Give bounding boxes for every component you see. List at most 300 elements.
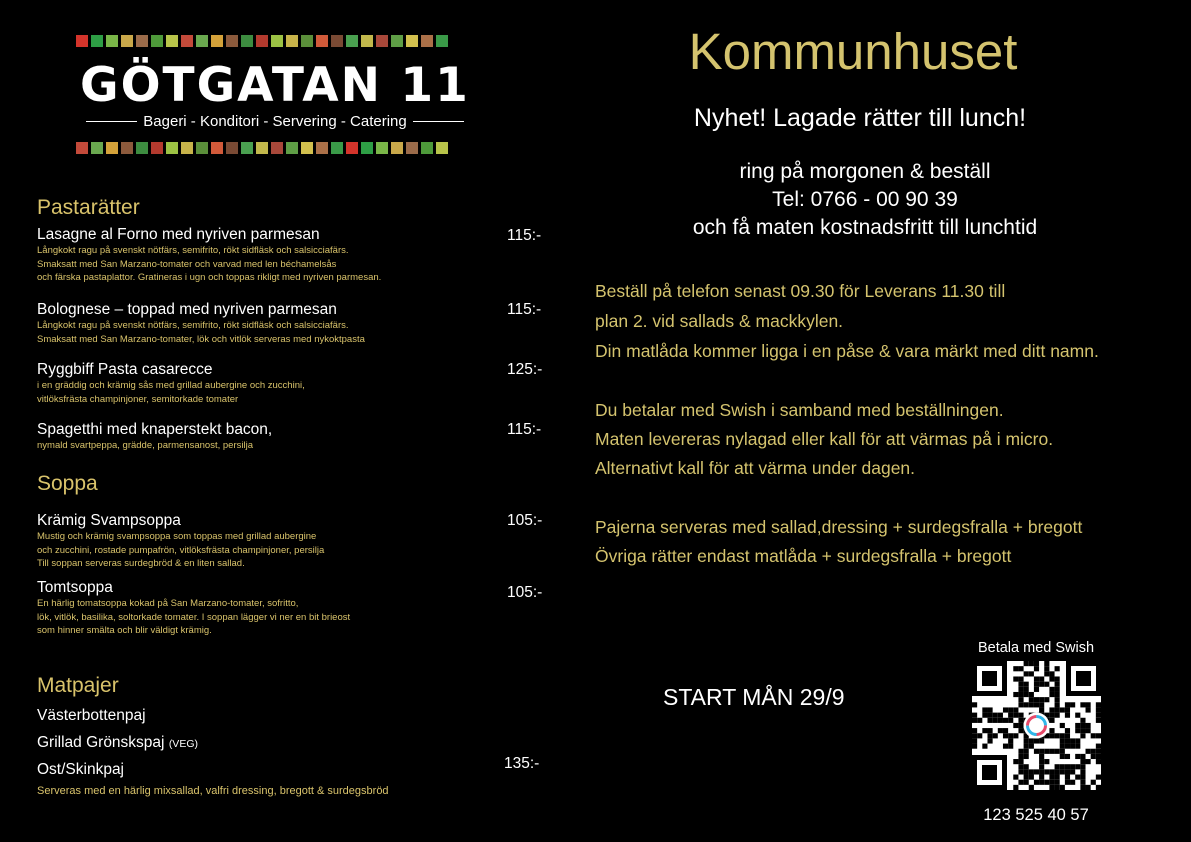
- qr-module: [1003, 728, 1008, 733]
- qr-module: [1049, 775, 1054, 780]
- qr-module: [1034, 702, 1039, 707]
- qr-module: [972, 713, 977, 718]
- section-heading-soup: Soppa: [37, 472, 98, 495]
- qr-module: [1013, 759, 1018, 764]
- qr-module: [1086, 728, 1091, 733]
- qr-module: [1024, 749, 1029, 754]
- qr-module: [1008, 744, 1013, 749]
- item-description: En härlig tomatsoppa kokad på San Marzano-tomater, sofritto, lök, vitlök, basilika, soltorkade tomater. I soppan lägger vi ner en bit brieost som hinner smälta och blir väldigt krämig.: [37, 598, 351, 636]
- qr-module: [1049, 713, 1054, 718]
- logo-square: [106, 142, 118, 154]
- qr-module: [1034, 769, 1039, 774]
- qr-module: [1070, 702, 1075, 707]
- logo-square: [211, 142, 223, 154]
- qr-module: [1034, 676, 1039, 681]
- qr-module: [1024, 661, 1029, 666]
- qr-module: [1024, 671, 1029, 676]
- qr-module: [1013, 713, 1018, 718]
- qr-module: [1049, 676, 1054, 681]
- qr-module: [972, 733, 977, 738]
- qr-module: [1070, 764, 1075, 769]
- info-line: Övriga rätter endast matlåda + surdegsfralla + bregott: [595, 546, 1012, 566]
- logo-square: [121, 35, 133, 47]
- qr-module: [1096, 702, 1101, 707]
- pie-item: [37, 734, 198, 752]
- qr-module: [1024, 764, 1029, 769]
- logo-square: [436, 35, 448, 47]
- qr-module: [1034, 749, 1039, 754]
- qr-module: [1034, 697, 1039, 702]
- qr-module: [1034, 661, 1039, 666]
- qr-module: [1008, 738, 1013, 743]
- menu-item-lasagne: [37, 226, 557, 285]
- logo-square: [121, 142, 133, 154]
- qr-module: [1018, 749, 1023, 754]
- qr-module: [1049, 687, 1054, 692]
- qr-module: [993, 718, 998, 723]
- logo-square: [301, 142, 313, 154]
- qr-module: [1029, 697, 1034, 702]
- qr-module: [1024, 702, 1029, 707]
- qr-module: [1049, 707, 1054, 712]
- menu-item-ryggbiff: [37, 361, 557, 406]
- qr-module: [998, 713, 1003, 718]
- qr-module: [1075, 775, 1080, 780]
- qr-module: [1049, 718, 1054, 723]
- logo-square: [406, 35, 418, 47]
- item-name: Spagetthi med knaperstekt bacon,: [37, 421, 273, 438]
- info-line: Maten levereras nylagad eller kall för att värmas på i micro.: [595, 429, 1054, 449]
- qr-module: [1039, 682, 1044, 687]
- qr-module: [1091, 749, 1096, 754]
- logo-square: [91, 142, 103, 154]
- qr-module: [1029, 702, 1034, 707]
- info-line: Pajerna serveras med sallad,dressing + surdegsfralla + bregott: [595, 517, 1083, 537]
- logo-squares-bottom: [76, 142, 448, 154]
- item-name: Ryggbiff Pasta casarecce: [37, 361, 213, 378]
- logo-square: [376, 35, 388, 47]
- qr-module: [987, 733, 992, 738]
- call-line: ring på morgonen & beställ: [739, 160, 991, 183]
- item-price: 125:-: [507, 361, 543, 378]
- qr-module: [1008, 733, 1013, 738]
- order-call-block: [600, 158, 1130, 242]
- qr-module: [1060, 769, 1065, 774]
- logo-square: [76, 35, 88, 47]
- qr-module: [1049, 692, 1054, 697]
- logo-rule-left: [86, 121, 137, 122]
- logo-subtitle: [80, 113, 470, 130]
- qr-module: [1018, 676, 1023, 681]
- qr-module: [987, 718, 992, 723]
- qr-module: [972, 744, 977, 749]
- qr-module: [1080, 785, 1085, 790]
- qr-module: [1055, 697, 1060, 702]
- logo-rule-right: [413, 121, 464, 122]
- qr-module: [1018, 759, 1023, 764]
- qr-module: [1018, 769, 1023, 774]
- logo-square: [361, 35, 373, 47]
- qr-module: [1049, 749, 1054, 754]
- logo-squares-top: [76, 35, 448, 47]
- qr-module: [1096, 785, 1101, 790]
- qr-module: [1065, 769, 1070, 774]
- qr-module: [1003, 744, 1008, 749]
- qr-module: [1096, 713, 1101, 718]
- qr-module: [982, 707, 987, 712]
- item-name: Tomtsoppa: [37, 579, 113, 596]
- logo-square: [316, 35, 328, 47]
- qr-module: [1080, 780, 1085, 785]
- qr-module: [1096, 718, 1101, 723]
- logo-square: [76, 142, 88, 154]
- qr-module: [1029, 738, 1034, 743]
- qr-module: [1075, 764, 1080, 769]
- qr-module: [1044, 780, 1049, 785]
- qr-module: [1013, 723, 1018, 728]
- qr-module: [1055, 764, 1060, 769]
- item-price: 115:-: [507, 421, 542, 438]
- qr-module: [1086, 723, 1091, 728]
- qr-module: [998, 718, 1003, 723]
- news-heading: Nyhet! Lagade rätter till lunch!: [693, 104, 1027, 132]
- qr-module: [1039, 769, 1044, 774]
- logo-square: [166, 142, 178, 154]
- qr-module: [1055, 687, 1060, 692]
- veg-tag: (VEG): [168, 738, 198, 750]
- qr-module: [1065, 728, 1070, 733]
- item-name: Lasagne al Forno med nyriven parmesan: [37, 226, 320, 243]
- qr-module: [1039, 676, 1044, 681]
- qr-module: [1013, 666, 1018, 671]
- logo-square: [136, 142, 148, 154]
- info-line: Beställ på telefon senast 09.30 för Leverans 11.30 till: [595, 281, 1006, 301]
- qr-module: [998, 728, 1003, 733]
- qr-module: [982, 744, 987, 749]
- qr-module: [1024, 769, 1029, 774]
- section-heading-pies: Matpajer: [37, 674, 119, 697]
- qr-module: [1029, 775, 1034, 780]
- qr-module: [1039, 697, 1044, 702]
- logo-square: [181, 35, 193, 47]
- qr-module: [972, 702, 977, 707]
- item-price: 115:-: [507, 301, 542, 318]
- qr-module: [1080, 769, 1085, 774]
- qr-module: [1065, 733, 1070, 738]
- logo-square: [241, 35, 253, 47]
- qr-module: [1024, 738, 1029, 743]
- qr-module: [1008, 718, 1013, 723]
- qr-module: [1080, 723, 1085, 728]
- qr-module: [1013, 785, 1018, 790]
- qr-module: [1086, 759, 1091, 764]
- qr-module: [1055, 733, 1060, 738]
- logo-square: [316, 142, 328, 154]
- qr-module: [1055, 775, 1060, 780]
- qr-module: [1060, 744, 1065, 749]
- qr-module: [1070, 738, 1075, 743]
- qr-module: [1013, 676, 1018, 681]
- qr-module: [1075, 744, 1080, 749]
- logo-square: [271, 142, 283, 154]
- qr-module: [1080, 759, 1085, 764]
- qr-module: [1024, 687, 1029, 692]
- qr-module: [1034, 780, 1039, 785]
- qr-module: [1086, 702, 1091, 707]
- qr-module: [1060, 754, 1065, 759]
- qr-module: [972, 718, 977, 723]
- qr-module: [1029, 671, 1034, 676]
- qr-module: [1075, 754, 1080, 759]
- logo-square: [421, 142, 433, 154]
- qr-module: [1029, 769, 1034, 774]
- item-price: 105:-: [507, 512, 543, 529]
- qr-module: [1055, 713, 1060, 718]
- qr-module: [1039, 754, 1044, 759]
- qr-module: [982, 713, 987, 718]
- qr-module: [1039, 759, 1044, 764]
- qr-module: [1024, 754, 1029, 759]
- qr-module: [1080, 764, 1085, 769]
- qr-module: [1024, 692, 1029, 697]
- logo-square: [211, 35, 223, 47]
- logo-square: [241, 142, 253, 154]
- qr-module: [1065, 775, 1070, 780]
- qr-module: [1065, 702, 1070, 707]
- swish-number: 123 525 40 57: [983, 806, 1089, 824]
- qr-module: [1049, 780, 1054, 785]
- qr-module: [1034, 666, 1039, 671]
- section-heading-pasta: Pastarätter: [37, 196, 140, 219]
- qr-module: [1029, 785, 1034, 790]
- qr-module: [987, 713, 992, 718]
- qr-module: [993, 713, 998, 718]
- logo-square: [271, 35, 283, 47]
- venue-title: Kommunhuset: [688, 23, 1018, 80]
- logo-square: [286, 35, 298, 47]
- logo-square: [346, 142, 358, 154]
- logo-square: [346, 35, 358, 47]
- qr-module: [1039, 780, 1044, 785]
- qr-module: [1080, 775, 1085, 780]
- qr-module: [1044, 671, 1049, 676]
- swish-qr-code: [972, 661, 1101, 790]
- qr-module: [987, 728, 992, 733]
- menu-item-tomatsoppa: [37, 579, 557, 638]
- item-name: Bolognese – toppad med nyriven parmesan: [37, 301, 337, 318]
- item-price: 115:-: [507, 227, 542, 244]
- logo-subtitle-text: Bageri - Konditori - Servering - Catering: [143, 113, 407, 130]
- logo-square: [256, 142, 268, 154]
- qr-module: [1070, 769, 1075, 774]
- logo-square: [196, 35, 208, 47]
- qr-module: [1034, 682, 1039, 687]
- logo-square: [151, 35, 163, 47]
- qr-module: [1018, 780, 1023, 785]
- qr-module: [1065, 707, 1070, 712]
- logo-square: [301, 35, 313, 47]
- call-line: och få maten kostnadsfritt till lunchtid: [692, 216, 1038, 239]
- item-description: Långkokt ragu på svenskt nötfärs, semifrito, rökt sidfläsk och salsicciafärs. Smaksatt med San Marzano-tomater, lök och vitlök serveras med nykoktpasta: [37, 320, 365, 345]
- qr-module: [987, 707, 992, 712]
- qr-module: [1029, 661, 1034, 666]
- logo-square: [391, 142, 403, 154]
- qr-module: [1018, 682, 1023, 687]
- qr-module: [1039, 707, 1044, 712]
- qr-module: [977, 733, 982, 738]
- qr-module: [1003, 718, 1008, 723]
- qr-module: [1018, 687, 1023, 692]
- info-line: plan 2. vid sallads & mackkylen.: [595, 311, 844, 331]
- qr-module: [1034, 738, 1039, 743]
- qr-module: [1039, 764, 1044, 769]
- qr-module: [977, 718, 982, 723]
- qr-module: [1055, 749, 1060, 754]
- swish-label: Betala med Swish: [977, 640, 1095, 656]
- qr-module: [1039, 738, 1044, 743]
- logo-square: [226, 142, 238, 154]
- qr-module: [1018, 728, 1023, 733]
- qr-module: [1049, 728, 1054, 733]
- qr-module: [1080, 733, 1085, 738]
- qr-module: [1024, 775, 1029, 780]
- qr-module: [1096, 707, 1101, 712]
- qr-module: [972, 738, 977, 743]
- qr-module: [1055, 676, 1060, 681]
- qr-module: [1049, 671, 1054, 676]
- qr-module: [1060, 707, 1065, 712]
- qr-module: [1065, 744, 1070, 749]
- qr-module: [1039, 702, 1044, 707]
- item-description: Långkokt ragu på svenskt nötfärs, semifrito, rökt sidfläsk och salsicciafärs. Smaksatt med San Marzano-tomater och varvad med len béchamelsås och färska pastaplattor. Gratineras i ugn och toppas rikligt med nyriven parmesan.: [37, 245, 382, 283]
- logo-square: [391, 35, 403, 47]
- logo-square: [226, 35, 238, 47]
- qr-module: [1039, 775, 1044, 780]
- qr-module: [1044, 759, 1049, 764]
- menu-item-spaghetti: [37, 421, 557, 453]
- logo-square: [106, 35, 118, 47]
- qr-module: [1018, 702, 1023, 707]
- qr-module: [1080, 718, 1085, 723]
- qr-module: [1029, 692, 1034, 697]
- qr-module: [1086, 785, 1091, 790]
- menu-item-bolognese: [37, 301, 557, 346]
- qr-module: [1075, 738, 1080, 743]
- qr-module: [1060, 738, 1065, 743]
- qr-module: [1086, 749, 1091, 754]
- logo-square: [421, 35, 433, 47]
- qr-module: [1070, 744, 1075, 749]
- qr-module: [1018, 713, 1023, 718]
- call-phone: Tel: 0766 - 00 90 39: [772, 188, 958, 211]
- qr-module: [1018, 754, 1023, 759]
- qr-module: [1096, 754, 1101, 759]
- qr-module: [1080, 702, 1085, 707]
- qr-module: [1096, 749, 1101, 754]
- logo-title: GÖTGATAN 11: [80, 58, 470, 113]
- qr-module: [1055, 682, 1060, 687]
- qr-module: [1018, 723, 1023, 728]
- qr-module: [1055, 785, 1060, 790]
- qr-module: [1018, 764, 1023, 769]
- info-line: Du betalar med Swish i samband med beställningen.: [595, 400, 1004, 420]
- qr-module: [1055, 707, 1060, 712]
- qr-module: [1060, 785, 1065, 790]
- logo-square: [376, 142, 388, 154]
- qr-module: [1034, 687, 1039, 692]
- qr-module: [1008, 713, 1013, 718]
- qr-module: [1029, 744, 1034, 749]
- qr-module: [1018, 666, 1023, 671]
- qr-module: [1055, 692, 1060, 697]
- logo-square: [331, 35, 343, 47]
- logo-square: [136, 35, 148, 47]
- logo-square: [331, 142, 343, 154]
- logo-square: [406, 142, 418, 154]
- qr-module: [1086, 707, 1091, 712]
- qr-module: [1096, 744, 1101, 749]
- item-name: Krämig Svampsoppa: [37, 512, 181, 529]
- qr-module: [1060, 749, 1065, 754]
- qr-module: [1091, 733, 1096, 738]
- qr-module: [1055, 780, 1060, 785]
- logo-square: [166, 35, 178, 47]
- qr-module: [1080, 754, 1085, 759]
- qr-module: [1060, 764, 1065, 769]
- qr-module: [1065, 713, 1070, 718]
- pie-item: [37, 707, 146, 725]
- qr-module: [1049, 769, 1054, 774]
- item-price: 105:-: [507, 584, 543, 601]
- logo-square: [436, 142, 448, 154]
- qr-module: [1065, 754, 1070, 759]
- qr-module: [1013, 692, 1018, 697]
- qr-module: [1044, 749, 1049, 754]
- qr-module: [1075, 713, 1080, 718]
- info-line: Alternativt kall för att värma under dagen.: [595, 458, 916, 478]
- pie-item: [37, 761, 124, 779]
- qr-module: [1008, 707, 1013, 712]
- qr-module: [1096, 733, 1101, 738]
- logo-square: [196, 142, 208, 154]
- qr-module: [1018, 718, 1023, 723]
- pie-name: Ost/Skinkpaj: [37, 761, 125, 778]
- qr-module: [1024, 744, 1029, 749]
- qr-module: [1044, 661, 1049, 666]
- qr-module: [1075, 723, 1080, 728]
- qr-module: [1055, 702, 1060, 707]
- qr-module: [1096, 775, 1101, 780]
- qr-module: [1044, 666, 1049, 671]
- qr-module: [1096, 759, 1101, 764]
- qr-module: [1013, 707, 1018, 712]
- qr-module: [982, 728, 987, 733]
- item-description: Mustig och krämig svampsoppa som toppas med grillad aubergine och zucchini, rostade pumpafrön, vitlöksfrästa champinjoner, persilja Till soppan serveras surdegbröd & en liten sallad.: [37, 531, 325, 569]
- qr-module: [1070, 780, 1075, 785]
- pie-name: Grillad Grönskspaj: [37, 734, 165, 751]
- qr-module: [1065, 738, 1070, 743]
- qr-module: [1044, 697, 1049, 702]
- qr-module: [1003, 733, 1008, 738]
- logo-square: [151, 142, 163, 154]
- qr-module: [1044, 769, 1049, 774]
- qr-module: [972, 728, 977, 733]
- qr-module: [1049, 785, 1054, 790]
- qr-module: [1060, 733, 1065, 738]
- pie-name: Västerbottenpaj: [37, 707, 146, 724]
- qr-module: [1024, 780, 1029, 785]
- qr-module: [1055, 769, 1060, 774]
